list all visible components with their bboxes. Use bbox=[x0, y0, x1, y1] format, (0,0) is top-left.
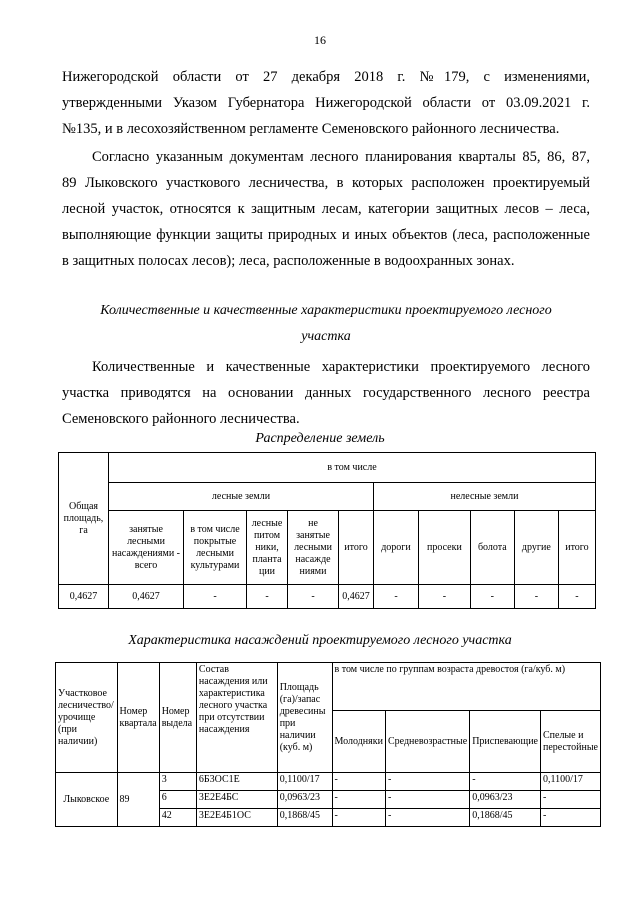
table-cell: 0,1100/17 bbox=[540, 773, 600, 791]
paragraph-2 bbox=[62, 144, 590, 274]
stand-table-caption: Характеристика насаждений проектируемого лесного участка bbox=[128, 633, 512, 648]
header-age-groups: в том числе по группам возраста древостоя (га/куб. м) bbox=[332, 663, 601, 711]
table-cell: 3 bbox=[159, 773, 196, 791]
text-line: Семеновского районного лесничества. bbox=[62, 411, 300, 427]
header-forest-col: занятые лесными насаждениями - всего bbox=[109, 511, 184, 585]
quarter-number: 89 bbox=[117, 773, 159, 827]
header-section: Номер выдела bbox=[159, 663, 196, 773]
table-cell: - bbox=[247, 585, 288, 609]
table-cell: 6 bbox=[159, 791, 196, 809]
table-cell: 0,1868/45 bbox=[470, 809, 541, 827]
header-nonforest-col: просеки bbox=[419, 511, 471, 585]
header-age-col: Средневозрастные bbox=[385, 711, 469, 773]
table-cell: 0,0963/23 bbox=[277, 791, 332, 809]
table-cell: - bbox=[374, 585, 419, 609]
table-cell: - bbox=[540, 809, 600, 827]
section-heading-line-1: Количественные и качественные характеристики проектируемого лесного bbox=[100, 303, 552, 318]
header-forest-col: лесные питом ники, планта ции bbox=[247, 511, 288, 585]
header-composition: Состав насаждения или характеристика лесного участка при отсутствии насаждения bbox=[196, 663, 277, 773]
table-cell: - bbox=[332, 773, 385, 791]
table-cell: - bbox=[419, 585, 471, 609]
header-age-col: Приспевающие bbox=[470, 711, 541, 773]
header-nonforest-land: нелесные земли bbox=[374, 483, 596, 511]
paragraph-1 bbox=[62, 64, 590, 142]
land-distribution-table bbox=[58, 452, 596, 609]
header-quarter: Номер квартала bbox=[117, 663, 159, 773]
text-line: участка приводятся на основании данных государственного лесного реестра bbox=[62, 385, 590, 401]
text-line: в защитных полосах лесов); леса, расположенные в водоохранных зонах. bbox=[62, 253, 515, 269]
text-line: Согласно указанным документам лесного планирования кварталы 85, 86, 87, bbox=[92, 149, 590, 165]
header-forestry: Участковое лесничество/урочище (при наличии) bbox=[56, 663, 118, 773]
header-age-col: Спелые и перестойные bbox=[540, 711, 600, 773]
header-area: Площадь (га)/запас древесины при наличии (куб. м) bbox=[277, 663, 332, 773]
header-forest-col: итого bbox=[339, 511, 374, 585]
land-table-caption: Распределение земель bbox=[255, 431, 385, 446]
text-line: утвержденными Указом Губернатора Нижегородской области от 03.09.2021 г. bbox=[62, 95, 590, 111]
table-row bbox=[56, 773, 601, 791]
table-cell: - bbox=[332, 809, 385, 827]
table-cell: 0,0963/23 bbox=[470, 791, 541, 809]
text-line: 89 Лыковского участкового лесничества, в которых расположен проектируемый bbox=[62, 175, 590, 191]
text-line: лесной участок, относятся к защитным лесам, категории защитных лесов – леса, bbox=[62, 201, 590, 217]
text-line: Нижегородской области от 27 декабря 2018 г. №179, с изменениями, bbox=[62, 69, 590, 85]
table-cell: - bbox=[332, 791, 385, 809]
stand-characteristics-table bbox=[55, 662, 601, 827]
table-cell: - bbox=[385, 809, 469, 827]
table-cell: - bbox=[470, 773, 541, 791]
section-heading-line-2: участка bbox=[301, 329, 351, 344]
paragraph-3 bbox=[62, 354, 590, 432]
table-cell: 3Е2Е4Б1ОС bbox=[196, 809, 277, 827]
table-cell: - bbox=[514, 585, 558, 609]
table-cell: - bbox=[288, 585, 339, 609]
header-nonforest-col: болота bbox=[470, 511, 514, 585]
table-cell: - bbox=[385, 791, 469, 809]
header-forest-col: в том числе покрытые лесными культурами bbox=[184, 511, 247, 585]
table-cell: 0,4627 bbox=[339, 585, 374, 609]
table-cell: 6Б3ОС1Е bbox=[196, 773, 277, 791]
forestry-name: Лыковское bbox=[56, 773, 118, 827]
table-cell: 42 bbox=[159, 809, 196, 827]
table-cell: 0,4627 bbox=[59, 585, 109, 609]
table-cell: - bbox=[558, 585, 595, 609]
table-row bbox=[59, 585, 596, 609]
header-nonforest-col: другие bbox=[514, 511, 558, 585]
text-line: Количественные и качественные характеристики проектируемого лесного bbox=[92, 359, 590, 375]
table-cell: - bbox=[540, 791, 600, 809]
header-age-col: Молодняки bbox=[332, 711, 385, 773]
table-cell: 0,4627 bbox=[109, 585, 184, 609]
text-line: выполняющие функции защиты природных и иных объектов (леса, расположенные bbox=[62, 227, 590, 243]
header-including: в том числе bbox=[109, 453, 596, 483]
header-forest-land: лесные земли bbox=[109, 483, 374, 511]
header-total-area: Общая площадь, га bbox=[59, 453, 109, 585]
table-cell: 0,1868/45 bbox=[277, 809, 332, 827]
table-cell: 0,1100/17 bbox=[277, 773, 332, 791]
header-forest-col: не занятые лесными насажде ниями bbox=[288, 511, 339, 585]
table-cell: - bbox=[184, 585, 247, 609]
header-nonforest-col: дороги bbox=[374, 511, 419, 585]
header-nonforest-col: итого bbox=[558, 511, 595, 585]
table-cell: - bbox=[470, 585, 514, 609]
table-cell: - bbox=[385, 773, 469, 791]
page-number: 16 bbox=[314, 33, 326, 47]
text-line: №135, и в лесохозяйственном регламенте Семеновского районного лесничества. bbox=[62, 121, 560, 137]
table-cell: 3Е2Е4БС bbox=[196, 791, 277, 809]
